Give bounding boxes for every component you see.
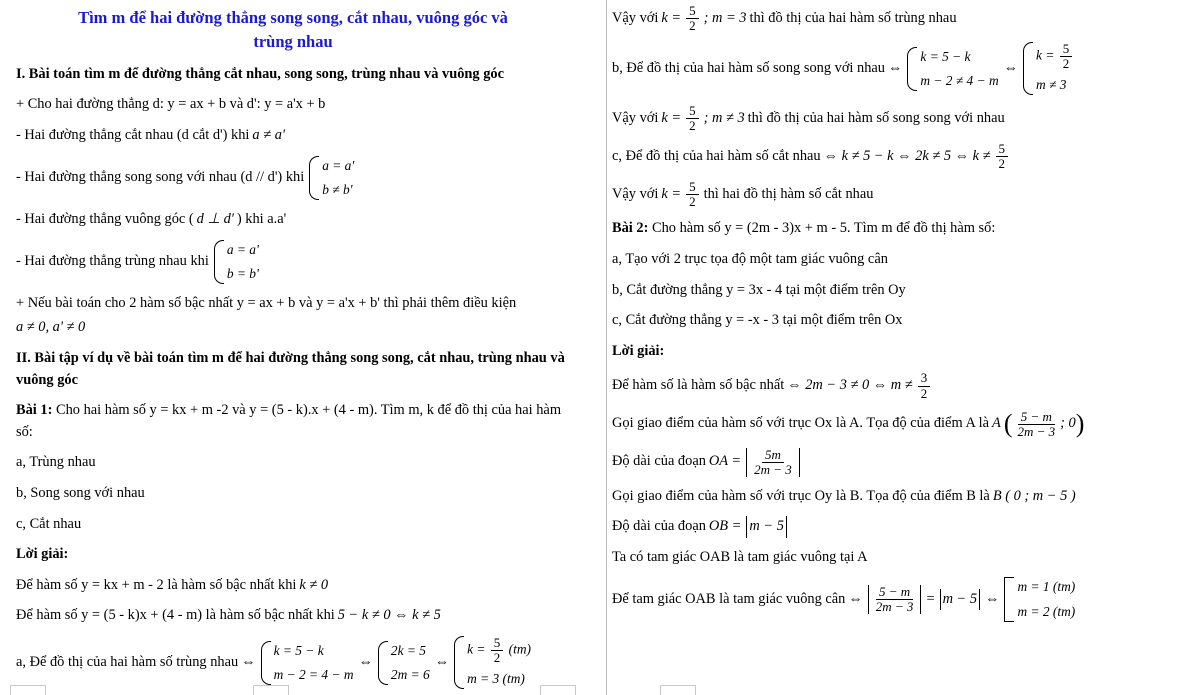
- ex2-step-3-text: Độ dài của đoạn: [612, 453, 706, 470]
- abs-m5: [938, 589, 983, 611]
- solution-line-1-math: k ≠ 0: [299, 576, 329, 593]
- exercise-2: [612, 218, 1156, 240]
- fraction-oa: [751, 448, 795, 477]
- intersect-condition: [16, 125, 570, 147]
- abs-bar-right: [799, 448, 800, 477]
- fraction-5-2: [996, 142, 1009, 171]
- given-lines: + Cho hai đường thẳng d: y = ax + b và d': y = a'x + b: [16, 96, 326, 113]
- ex2-step-4-text: Gọi giao điểm của hàm số với trục Oy là B. Tọa độ của điểm B là: [612, 487, 990, 504]
- perpendicular-condition: [16, 209, 570, 231]
- parallel-brace: [309, 156, 354, 200]
- bracket-glyph: [1004, 577, 1014, 621]
- system-3-row-1-tail: (tm): [508, 641, 531, 657]
- conclusion-b-post: thì đồ thị của hai hàm số song song với nhau: [747, 109, 1005, 126]
- ex2-step-1: [612, 371, 1156, 400]
- fraction-numerator: 3: [918, 371, 931, 386]
- abs-bar-right: [979, 589, 980, 611]
- system-1-brace: [261, 641, 354, 685]
- solution-heading-right: Lời giải:: [612, 342, 665, 359]
- brace-glyph: [261, 641, 271, 685]
- right-column: [600, 0, 1180, 695]
- fraction-denominator: 2m − 3: [1017, 423, 1056, 439]
- intersect-condition-text: - Hai đường thẳng cắt nhau (d cắt d') khi: [16, 127, 250, 144]
- fraction-denominator: 2: [689, 18, 696, 34]
- extra-condition: [16, 293, 570, 339]
- page-marker: [253, 685, 289, 695]
- abs-bar-right: [786, 516, 787, 538]
- exercise-1-item-c: c, Cắt nhau: [16, 515, 82, 532]
- exercise-2-item-b: b, Cắt đường thẳng y = 3x - 4 tại một điểm trên Oy: [612, 281, 906, 298]
- brace-glyph: [214, 240, 224, 284]
- conclusion-a: Vậy với k = $\frac{5}{2}$ ; m = 3 thì đồ thị của hai hàm số trùng nhau: [612, 3, 957, 34]
- conclusion-b-pre: Vậy với: [612, 109, 659, 126]
- fraction-denominator: 2: [493, 650, 501, 666]
- ex2-step-5-text: Độ dài của đoạn: [612, 518, 706, 535]
- oa-length-label: OA =: [708, 453, 742, 470]
- equiv-symbol-3: ⇔: [434, 653, 450, 670]
- exercise-1: [16, 400, 570, 443]
- title-line-2: trùng nhau: [253, 31, 333, 51]
- exercise-1-item-a: a, Trùng nhau: [16, 454, 96, 471]
- point-a-label: A: [992, 415, 1001, 432]
- page-marker: [10, 685, 46, 695]
- fraction-denominator: 2: [1062, 56, 1070, 72]
- conclusion-a-post: thì đồ thị của hai hàm số trùng nhau: [749, 9, 957, 26]
- system-b2-row-1: k = $\frac{5}{2}$: [1036, 42, 1074, 71]
- solution-part-c-math: ⇔ k ≠ 5 − k ⇔ 2k ≠ 5 ⇔ k ≠: [823, 148, 991, 165]
- fraction-numerator: 5: [491, 636, 504, 651]
- ex2-step-1-text: Để hàm số là hàm số bậc nhất: [612, 377, 785, 394]
- fraction-denominator: 2m − 3: [875, 599, 914, 615]
- exercise-2-item-c: c, Cắt đường thẳng y = -x - 3 tại một điểm trên Ox: [612, 312, 903, 329]
- solution-heading-left: Lời giải:: [16, 546, 69, 563]
- exercise-1-item-b: b, Song song với nhau: [16, 484, 145, 501]
- system-1-row-1: k = 5 − k: [273, 642, 324, 658]
- abs-bar-right: [920, 585, 921, 614]
- perp-text-pre: - Hai đường thẳng vuông góc (: [16, 210, 194, 227]
- exercise-2-text: Cho hàm số y = (2m - 3)x + m - 5. Tìm m để đồ thị hàm số:: [652, 220, 996, 237]
- abs-bar-left: [746, 448, 747, 477]
- extra-condition-math: a ≠ 0, a' ≠ 0: [16, 319, 86, 336]
- coincide-text: - Hai đường thẳng trùng nhau khi: [16, 252, 209, 269]
- point-b-coords: B ( 0 ; m − 5 ): [992, 487, 1076, 504]
- brace-glyph: [309, 156, 319, 200]
- exercise-1-label: Bài 1:: [16, 402, 53, 419]
- title-line-1: Tìm m để hai đường thẳng song song, cắt nhau, vuông góc và: [78, 8, 508, 27]
- system-2-row-2: 2m = 6: [390, 666, 430, 682]
- fraction-5-2: [1060, 42, 1073, 71]
- left-paren: (: [1003, 408, 1013, 438]
- ex2-step-2: [612, 410, 1156, 439]
- conclusion-a-mid: ; m = 3: [703, 9, 747, 26]
- fraction-denominator: 2: [689, 118, 696, 134]
- fraction-3-2: [918, 371, 931, 400]
- fraction-numerator: 5: [996, 142, 1009, 157]
- solution-line-2-text: Để hàm số y = (5 - k)x + (4 - m) là hàm số bậc nhất khi: [16, 607, 335, 624]
- fraction-5-2: [686, 104, 699, 133]
- system-b2-brace: [1023, 42, 1074, 95]
- system-3-row-1: k = $\frac{5}{2}$ (tm): [467, 635, 531, 666]
- solution-part-c-text: c, Để đồ thị của hai hàm số cắt nhau: [612, 148, 821, 165]
- intersect-condition-math: a ≠ a': [252, 127, 285, 144]
- fraction-denominator: 2: [689, 194, 696, 210]
- right-paren: ): [1075, 408, 1085, 438]
- ex2-step-5: [612, 516, 1156, 538]
- exercise-2-label: Bài 2:: [612, 220, 649, 237]
- fraction-numerator: 5: [1060, 42, 1073, 57]
- equiv-symbol-2: ⇔: [1003, 59, 1019, 76]
- parallel-eq-2: b ≠ b': [322, 181, 353, 197]
- brace-glyph: [1023, 42, 1033, 95]
- equiv-symbol: ⇔: [888, 59, 903, 76]
- fraction-numerator: 5 − m: [1018, 410, 1055, 425]
- system-b2-row-2: m ≠ 3: [1036, 77, 1067, 93]
- fraction-denominator: 2m − 3: [754, 461, 792, 477]
- ex2-step-2-text: Gọi giao điểm của hàm số với trục Ox là A. Tọa độ của điểm A là: [612, 415, 990, 432]
- equiv-symbol-2: ⇔: [985, 590, 1000, 607]
- system-2-row-1: 2k = 5: [390, 642, 426, 658]
- system-3-brace: [454, 636, 531, 689]
- solution-line-2: [16, 605, 570, 627]
- parallel-condition-text: - Hai đường thẳng song song với nhau (d // d') khi: [16, 168, 305, 185]
- equiv-symbol: ⇔: [241, 653, 256, 670]
- solution-part-a-text: a, Để đồ thị của hai hàm số trùng nhau: [16, 653, 239, 670]
- fraction-numerator: 5m: [762, 448, 784, 463]
- fraction-denominator: 2: [998, 156, 1005, 172]
- equals-symbol: =: [926, 590, 935, 607]
- brace-glyph: [378, 641, 388, 685]
- equiv-symbol-2: ⇔: [358, 653, 373, 670]
- page-bottom-markers: [0, 685, 1180, 695]
- abs-oa: [744, 448, 802, 477]
- abs-bar-left: [940, 589, 941, 611]
- conclusion-c-post: thì hai đồ thị hàm số cắt nhau: [703, 186, 874, 203]
- abs-frac: [866, 585, 924, 614]
- fraction-denominator: 2: [920, 385, 928, 401]
- ob-length-label: OB =: [708, 518, 742, 535]
- conclusion-c-pre: Vậy với: [612, 186, 659, 203]
- coincide-brace: [214, 240, 259, 284]
- fraction-numerator: 5 − m: [876, 585, 913, 600]
- fraction-point-a: [1015, 410, 1059, 439]
- result-row-1: m = 1 (tm): [1017, 579, 1076, 595]
- perp-text-post: ) khi a.a': [236, 210, 287, 227]
- abs-ob-content: m − 5: [749, 518, 784, 535]
- ex2-step-3: [612, 448, 1156, 477]
- ex2-step-7-text: Để tam giác OAB là tam giác vuông cân: [612, 590, 846, 607]
- fraction-numerator: 5: [686, 180, 699, 195]
- point-a-coords: [1004, 410, 1085, 439]
- coincide-eq-2: b = b': [226, 265, 259, 281]
- parallel-eq-1: a = a': [322, 157, 355, 173]
- abs-bar-left: [746, 516, 747, 538]
- system-3-row-2: m = 3 (tm): [467, 671, 525, 687]
- system-b1-brace: [907, 47, 998, 91]
- fraction-5-2: [491, 636, 504, 665]
- system-2-brace: [378, 641, 430, 685]
- abs-ob: [744, 516, 789, 538]
- extra-condition-text: + Nếu bài toán cho 2 hàm số bậc nhất y = ax + b và y = a'x + b' thì phải thêm điều kiện: [16, 294, 517, 311]
- conclusion-a-pre: Vậy với: [612, 9, 659, 26]
- fraction-5m-2m3: [873, 585, 917, 614]
- conclusion-c: Vậy với k = $\frac{5}{2}$ thì hai đồ thị hàm số cắt nhau: [612, 179, 874, 210]
- ex2-step-4: [612, 486, 1156, 508]
- solution-part-a: [16, 636, 570, 689]
- brace-glyph: [907, 47, 917, 91]
- system-b1-row-2: m − 2 ≠ 4 − m: [920, 72, 999, 88]
- abs-bar-left: [868, 585, 869, 614]
- page-marker: [540, 685, 576, 695]
- ex2-step-7: [612, 577, 1156, 621]
- page-marker: [660, 685, 696, 695]
- result-bracket: [1004, 577, 1075, 621]
- system-b1-row-1: k = 5 − k: [920, 48, 971, 64]
- brace-glyph: [454, 636, 464, 689]
- fraction-5-2: [686, 4, 699, 33]
- result-row-2: m = 2 (tm): [1017, 603, 1076, 619]
- solution-part-c: [612, 142, 1156, 171]
- coincide-condition: [16, 240, 570, 284]
- ex2-step-1-math: ⇔ 2m − 3 ≠ 0 ⇔ m ≠: [787, 377, 913, 394]
- section-2-heading: II. Bài tập ví dụ về bài toán tìm m để hai đường thẳng song song, cắt nhau, trùng nhau và vuông góc: [16, 349, 565, 388]
- fraction-numerator: 5: [686, 104, 699, 119]
- conclusion-b-mid: ; m ≠ 3: [703, 109, 745, 126]
- solution-line-2-math: 5 − k ≠ 0 ⇔ k ≠ 5: [337, 607, 441, 624]
- solution-part-b: [612, 42, 1156, 95]
- solution-line-1: [16, 575, 570, 597]
- coincide-eq-1: a = a': [226, 241, 259, 257]
- parallel-condition: [16, 156, 570, 200]
- equiv-symbol: ⇔: [848, 590, 863, 607]
- document-title: [16, 6, 570, 54]
- solution-line-1-text: Để hàm số y = kx + m - 2 là hàm số bậc nhất khi: [16, 576, 297, 593]
- perp-math: d ⊥ d': [196, 210, 234, 227]
- section-1-heading: I. Bài toán tìm m để đường thẳng cắt nhau, song song, trùng nhau và vuông góc: [16, 65, 505, 82]
- fraction-numerator: 5: [686, 4, 699, 19]
- point-a-y: ; 0: [1060, 415, 1076, 432]
- system-1-row-2: m − 2 = 4 − m: [273, 666, 354, 682]
- conclusion-b: Vậy với k = $\frac{5}{2}$ ; m ≠ 3 thì đồ thị của hai hàm số song song với nhau: [612, 103, 1005, 134]
- exercise-2-item-a: a, Tạo với 2 trục tọa độ một tam giác vuông cân: [612, 251, 888, 268]
- abs-m5-content: m − 5: [942, 590, 978, 607]
- fraction-5-2: [686, 180, 699, 209]
- exercise-1-text: Cho hai hàm số y = kx + m -2 và y = (5 - k).x + (4 - m). Tìm m, k để đồ thị của hai hàm số:: [16, 402, 562, 440]
- solution-part-b-text: b, Để đồ thị của hai hàm số song song với nhau: [612, 59, 886, 76]
- ex2-step-6: Ta có tam giác OAB là tam giác vuông tại A: [612, 548, 868, 565]
